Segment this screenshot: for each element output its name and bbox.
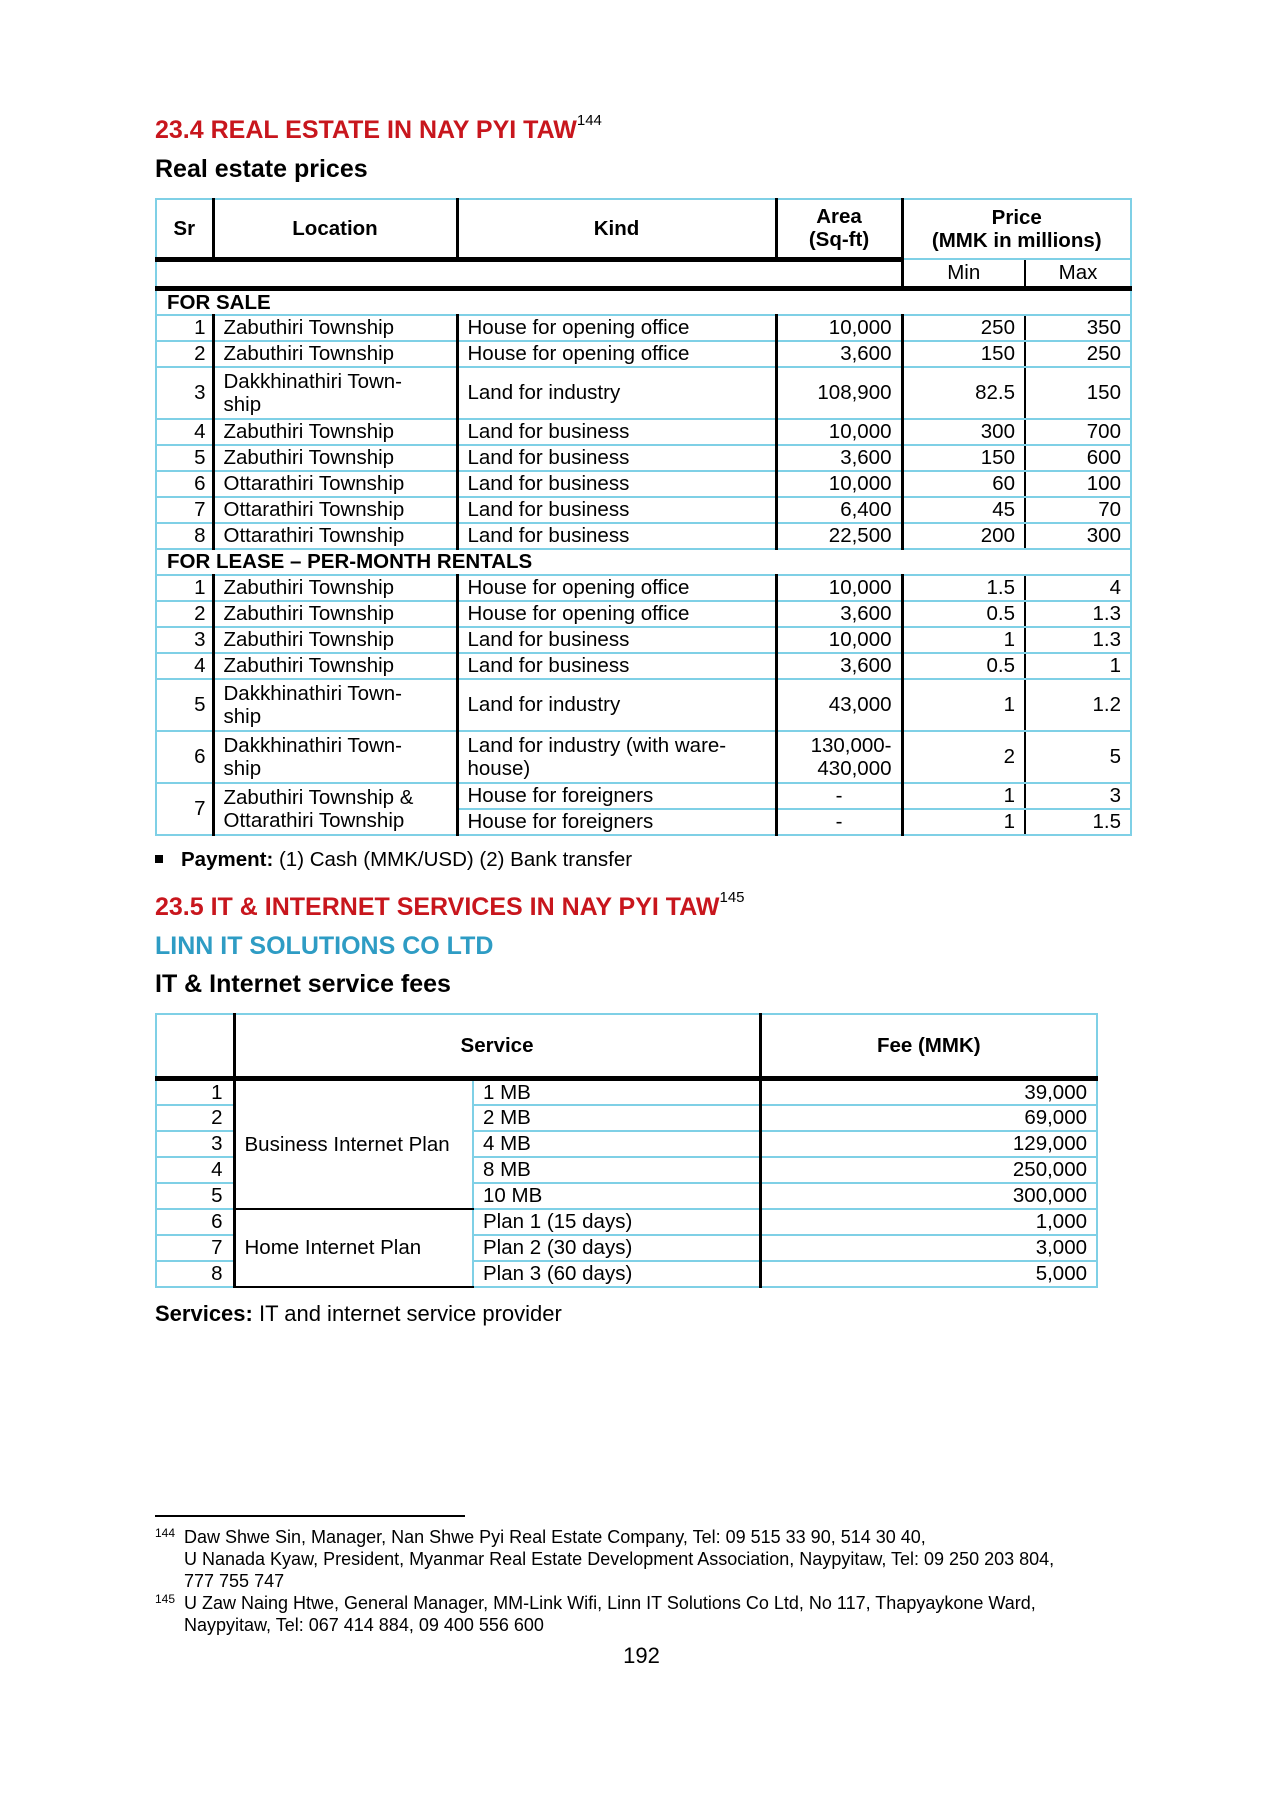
table-row <box>156 523 1131 549</box>
cell-location: Zabuthiri Township <box>213 627 457 653</box>
cell-kind: House for opening office <box>457 315 776 341</box>
cell-fee: 69,000 <box>760 1105 1097 1131</box>
subheading-real-estate-prices: Real estate prices <box>155 155 368 183</box>
cell-min: 250 <box>902 315 1025 341</box>
table-row <box>156 653 1131 679</box>
cell-min: 60 <box>902 471 1025 497</box>
cell-max: 350 <box>1025 315 1131 341</box>
cell-fee: 250,000 <box>760 1157 1097 1183</box>
payment-label: Payment: <box>181 848 274 871</box>
cell-max: 1 <box>1025 653 1131 679</box>
cell-max: 1.3 <box>1025 627 1131 653</box>
cell-fee: 1,000 <box>760 1209 1097 1235</box>
cell-sr: 1 <box>156 575 213 601</box>
cell-sr: 4 <box>156 419 213 445</box>
cell-tier: Plan 2 (30 days) <box>473 1235 760 1261</box>
cell-area: 3,600 <box>776 445 902 471</box>
cell-max: 600 <box>1025 445 1131 471</box>
cell-area: 108,900 <box>776 367 902 419</box>
table-row <box>156 367 1131 419</box>
cell-max: 1.2 <box>1025 679 1131 731</box>
cell-kind: Land for industry <box>457 367 776 419</box>
cell-kind: Land for business <box>457 419 776 445</box>
cell-location: Ottarathiri Township <box>213 471 457 497</box>
cell-max: 5 <box>1025 731 1131 783</box>
header-no <box>156 1014 234 1078</box>
cell-min: 200 <box>902 523 1025 549</box>
company-name: LINN IT SOLUTIONS CO LTD <box>155 932 494 960</box>
cell-location: Zabuthiri Township <box>213 341 457 367</box>
section-row <box>156 288 1131 315</box>
payment-note <box>155 848 632 872</box>
cell-location: Ottarathiri Township <box>213 523 457 549</box>
cell-sr: 6 <box>156 731 213 783</box>
cell-kind: Land for business <box>457 627 776 653</box>
cell-tier: 8 MB <box>473 1157 760 1183</box>
cell-location: Dakkhinathiri Town- ship <box>213 679 457 731</box>
services-note <box>155 1301 562 1327</box>
cell-location: Zabuthiri Township <box>213 575 457 601</box>
cell-no: 5 <box>156 1183 234 1209</box>
cell-fee: 39,000 <box>760 1078 1097 1105</box>
table-row <box>156 627 1131 653</box>
footnote-ref: 144 <box>576 112 602 129</box>
table-row <box>156 679 1131 731</box>
cell-location: Zabuthiri Township <box>213 601 457 627</box>
cell-tier: Plan 1 (15 days) <box>473 1209 760 1235</box>
section-row <box>156 549 1131 575</box>
cell-no: 3 <box>156 1131 234 1157</box>
table-row <box>156 419 1131 445</box>
cell-location: Dakkhinathiri Town- ship <box>213 731 457 783</box>
cell-area: 10,000 <box>776 315 902 341</box>
cell-area: 6,400 <box>776 497 902 523</box>
table-row <box>156 341 1131 367</box>
cell-min: 150 <box>902 341 1025 367</box>
cell-location: Zabuthiri Township <box>213 445 457 471</box>
cell-no: 6 <box>156 1209 234 1235</box>
cell-no: 7 <box>156 1235 234 1261</box>
cell-kind: Land for industry <box>457 679 776 731</box>
cell-kind: House for opening office <box>457 601 776 627</box>
header-max: Max <box>1025 259 1131 288</box>
cell-tier: 1 MB <box>473 1078 760 1105</box>
cell-area: 3,600 <box>776 653 902 679</box>
cell-fee: 3,000 <box>760 1235 1097 1261</box>
footnote-number: 145 <box>155 1592 176 1606</box>
cell-tier: 10 MB <box>473 1183 760 1209</box>
cell-min: 150 <box>902 445 1025 471</box>
heading-text: 23.5 IT & INTERNET SERVICES IN NAY PYI TAW <box>155 893 720 921</box>
cell-location: Zabuthiri Township <box>213 315 457 341</box>
cell-min: 0.5 <box>902 653 1025 679</box>
cell-area: 10,000 <box>776 419 902 445</box>
header-service: Service <box>234 1014 760 1078</box>
cell-fee: 5,000 <box>760 1261 1097 1287</box>
cell-sr: 8 <box>156 523 213 549</box>
cell-max: 1.3 <box>1025 601 1131 627</box>
page-number: 192 <box>623 1643 660 1668</box>
cell-max: 100 <box>1025 471 1131 497</box>
table-row <box>156 1078 1097 1105</box>
cell-area: 43,000 <box>776 679 902 731</box>
cell-area: 3,600 <box>776 341 902 367</box>
cell-min: 45 <box>902 497 1025 523</box>
section-label: FOR LEASE – PER-MONTH RENTALS <box>156 549 1131 575</box>
cell-kind: House for opening office <box>457 575 776 601</box>
table-row <box>156 1209 1097 1235</box>
section-label: FOR SALE <box>156 288 1131 315</box>
cell-max: 3 <box>1025 783 1131 809</box>
cell-max: 250 <box>1025 341 1131 367</box>
cell-no: 1 <box>156 1078 234 1105</box>
cell-area: 10,000 <box>776 575 902 601</box>
cell-min: 300 <box>902 419 1025 445</box>
cell-kind: Land for business <box>457 445 776 471</box>
table-row <box>156 497 1131 523</box>
cell-fee: 300,000 <box>760 1183 1097 1209</box>
services-text: IT and internet service provider <box>252 1301 562 1326</box>
cell-min: 1 <box>902 783 1025 809</box>
cell-area: 10,000 <box>776 627 902 653</box>
cell-location: Zabuthiri Township & Ottarathiri Township <box>213 783 457 835</box>
cell-sr: 5 <box>156 679 213 731</box>
table-row <box>156 315 1131 341</box>
footnote-145 <box>155 1592 1155 1636</box>
cell-sr: 5 <box>156 445 213 471</box>
cell-kind: Land for business <box>457 497 776 523</box>
header-area: Area (Sq-ft) <box>776 199 902 259</box>
cell-kind: House for foreigners <box>457 783 776 809</box>
cell-sr: 3 <box>156 627 213 653</box>
header-min: Min <box>902 259 1025 288</box>
cell-min: 1.5 <box>902 575 1025 601</box>
cell-sr: 7 <box>156 497 213 523</box>
table-row <box>156 601 1131 627</box>
header-spacer <box>156 259 902 288</box>
cell-kind: Land for business <box>457 523 776 549</box>
cell-sr: 2 <box>156 341 213 367</box>
cell-plan: Business Internet Plan <box>234 1078 473 1209</box>
table-row <box>156 575 1131 601</box>
services-label: Services: <box>155 1301 253 1326</box>
footnote-ref: 145 <box>719 889 745 906</box>
cell-min: 1 <box>902 809 1025 835</box>
cell-sr: 7 <box>156 783 213 835</box>
subheading-it-fees: IT & Internet service fees <box>155 970 451 998</box>
cell-min: 1 <box>902 679 1025 731</box>
cell-sr: 1 <box>156 315 213 341</box>
cell-plan: Home Internet Plan <box>234 1209 473 1287</box>
footnote-number: 144 <box>155 1526 176 1540</box>
cell-tier: Plan 3 (60 days) <box>473 1261 760 1287</box>
cell-location: Zabuthiri Township <box>213 419 457 445</box>
cell-area: - <box>776 809 902 835</box>
cell-no: 2 <box>156 1105 234 1131</box>
footnote-144 <box>155 1526 1155 1592</box>
real-estate-price-table <box>155 198 1132 836</box>
cell-no: 8 <box>156 1261 234 1287</box>
header-sr: Sr <box>156 199 213 259</box>
section-heading-it-services <box>155 889 745 922</box>
cell-kind: House for opening office <box>457 341 776 367</box>
cell-location: Zabuthiri Township <box>213 653 457 679</box>
cell-max: 4 <box>1025 575 1131 601</box>
footnotes <box>155 1526 1155 1636</box>
header-price: Price (MMK in millions) <box>902 199 1131 259</box>
it-service-fee-table <box>155 1013 1098 1288</box>
cell-area: 3,600 <box>776 601 902 627</box>
cell-min: 0.5 <box>902 601 1025 627</box>
cell-area: - <box>776 783 902 809</box>
cell-max: 150 <box>1025 367 1131 419</box>
cell-kind: House for foreigners <box>457 809 776 835</box>
footnote-text: Daw Shwe Sin, Manager, Nan Shwe Pyi Real Estate Company, Tel: 09 515 33 90, 514 30 40, U Nanada Kyaw, President, Myanmar Real Estate Development Association, Naypyitaw, Tel: 09 250 203 804, 777 755 747 <box>184 1527 1055 1591</box>
table-row <box>156 471 1131 497</box>
table-row <box>156 731 1131 783</box>
cell-area: 10,000 <box>776 471 902 497</box>
table-row <box>156 783 1131 809</box>
cell-sr: 2 <box>156 601 213 627</box>
cell-max: 300 <box>1025 523 1131 549</box>
footnote-divider <box>155 1515 465 1517</box>
cell-tier: 2 MB <box>473 1105 760 1131</box>
cell-area: 22,500 <box>776 523 902 549</box>
cell-kind: Land for business <box>457 471 776 497</box>
cell-tier: 4 MB <box>473 1131 760 1157</box>
cell-max: 1.5 <box>1025 809 1131 835</box>
cell-kind: Land for business <box>457 653 776 679</box>
bullet-square-icon <box>155 855 163 863</box>
cell-location: Ottarathiri Township <box>213 497 457 523</box>
payment-text: (1) Cash (MMK/USD) (2) Bank transfer <box>273 848 633 871</box>
cell-fee: 129,000 <box>760 1131 1097 1157</box>
cell-sr: 3 <box>156 367 213 419</box>
cell-area: 130,000- 430,000 <box>776 731 902 783</box>
cell-min: 2 <box>902 731 1025 783</box>
cell-min: 1 <box>902 627 1025 653</box>
cell-no: 4 <box>156 1157 234 1183</box>
cell-sr: 4 <box>156 653 213 679</box>
cell-max: 70 <box>1025 497 1131 523</box>
cell-kind: Land for industry (with ware- house) <box>457 731 776 783</box>
header-location: Location <box>213 199 457 259</box>
section-heading-real-estate <box>155 112 602 145</box>
header-kind: Kind <box>457 199 776 259</box>
cell-location: Dakkhinathiri Town- ship <box>213 367 457 419</box>
table-row <box>156 445 1131 471</box>
cell-sr: 6 <box>156 471 213 497</box>
cell-min: 82.5 <box>902 367 1025 419</box>
heading-text: 23.4 REAL ESTATE IN NAY PYI TAW <box>155 116 577 144</box>
header-fee: Fee (MMK) <box>760 1014 1097 1078</box>
cell-max: 700 <box>1025 419 1131 445</box>
footnote-text: U Zaw Naing Htwe, General Manager, MM-Link Wifi, Linn IT Solutions Co Ltd, No 117, Thapyaykone Ward, Naypyitaw, Tel: 067 414 884, 09 400 556 600 <box>184 1593 1036 1635</box>
